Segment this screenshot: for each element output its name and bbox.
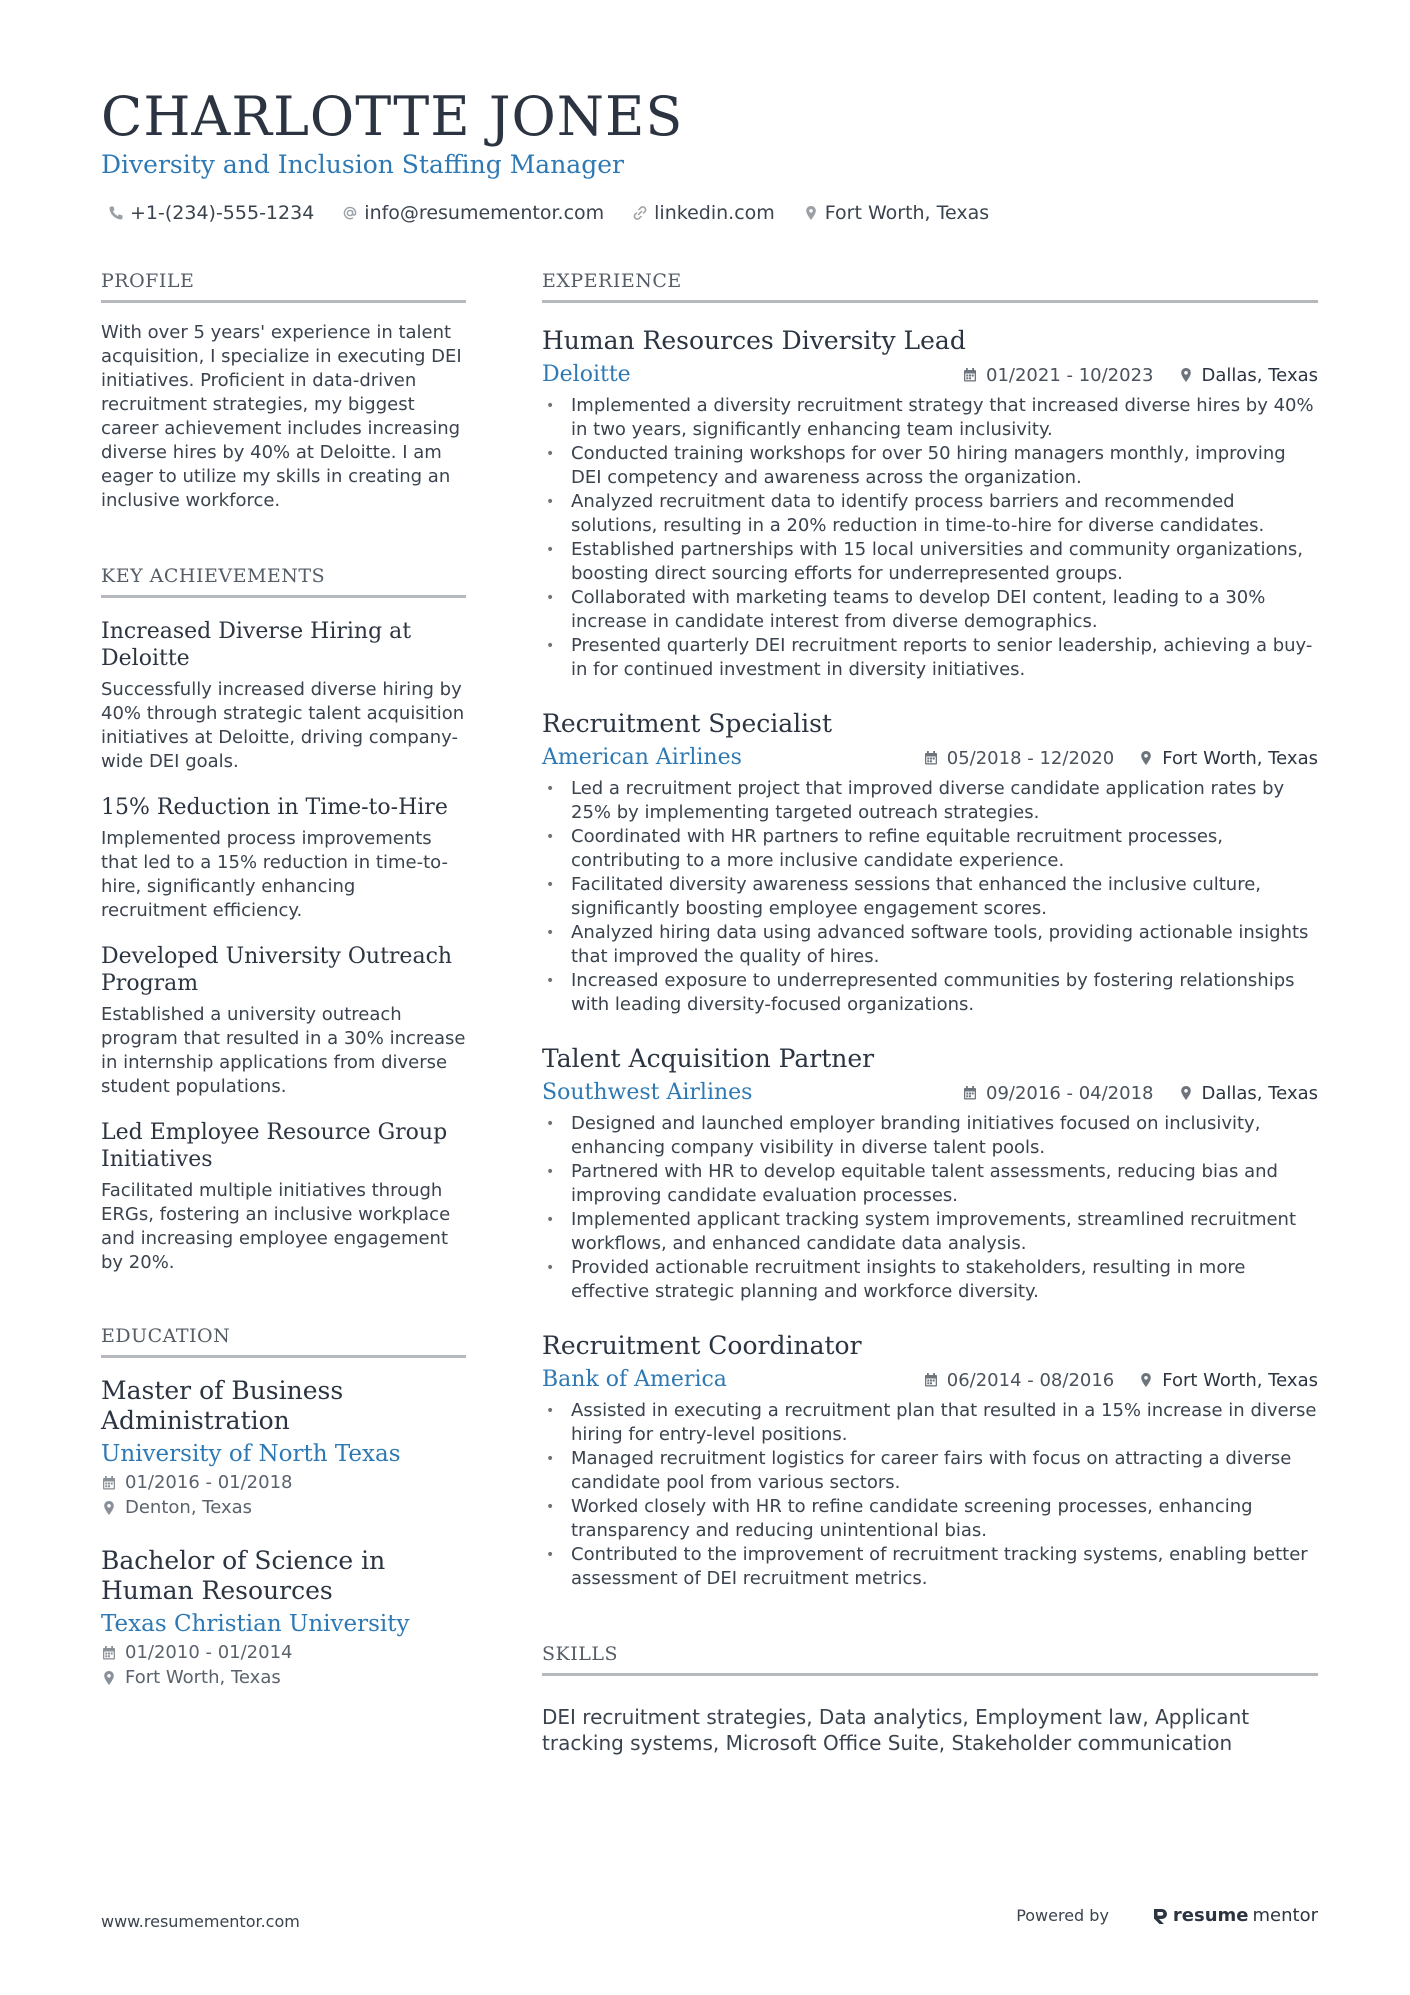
achievement-title: 15% Reduction in Time-to-Hire	[101, 795, 448, 820]
map-pin-icon	[1178, 1085, 1194, 1101]
job-bullet: • Provided actionable recruitment insights to stakeholders, resulting in more effective strategic planning and workforce diversity.	[542, 1256, 1318, 1304]
calendar-icon	[101, 1645, 117, 1661]
achievement-text: Established a university outreach program that resulted in a 30% increase in internship applications from diverse student populations.	[101, 1004, 466, 1097]
calendar-icon	[923, 750, 939, 766]
powered-by-label: Powered by	[1016, 1906, 1109, 1925]
contact-email[interactable]	[342, 199, 604, 227]
education-item	[101, 1376, 466, 1520]
profile-heading: PROFILE	[101, 268, 466, 303]
calendar-icon	[923, 1372, 939, 1388]
job-bullet: • Contributed to the improvement of recruitment tracking systems, enabling better assessment of DEI recruitment metrics.	[542, 1543, 1318, 1591]
job-bullet: • Collaborated with marketing teams to develop DEI content, leading to a 30% increase in candidate interest from diverse demographics.	[542, 586, 1318, 634]
job-location-text: Fort Worth, Texas	[1162, 1369, 1318, 1391]
job-meta	[923, 1370, 1318, 1391]
map-pin-icon	[101, 1670, 117, 1686]
map-pin-icon	[1138, 1372, 1154, 1388]
job-dates-text: 06/2014 - 08/2016	[946, 1369, 1115, 1391]
achievement-item	[101, 1119, 466, 1275]
linkedin-text[interactable]: linkedin.com	[654, 202, 775, 224]
profile-section	[101, 268, 466, 513]
job-entry	[542, 325, 1318, 682]
job-bullet: • Conducted training workshops for over 50 hiring managers monthly, improving DEI competency and awareness across the organization.	[542, 442, 1318, 490]
at-sign-icon	[342, 205, 358, 221]
job-bullet: • Managed recruitment logistics for career fairs with focus on attracting a diverse candidate pool from various sectors.	[542, 1447, 1318, 1495]
skills-section	[542, 1641, 1318, 1756]
job-location	[1178, 365, 1319, 386]
brand-light: mentor	[1252, 1905, 1318, 1926]
job-bullet: • Analyzed recruitment data to identify process barriers and recommended solutions, resulting in a 20% reduction in time-to-hire for diverse candidates.	[542, 490, 1318, 538]
job-location-text: Dallas, Texas	[1201, 1082, 1318, 1104]
phone-icon	[108, 205, 124, 221]
job-meta	[923, 748, 1318, 769]
achievement-title: Developed University Outreach Program	[101, 944, 453, 996]
job-bullet: • Worked closely with HR to refine candidate screening processes, enhancing transparency and reducing unintentional bias.	[542, 1495, 1318, 1543]
education-school: University of North Texas	[101, 1441, 401, 1467]
job-location	[1138, 1370, 1318, 1391]
job-bullet: • Analyzed hiring data using advanced software tools, providing actionable insights that improved the quality of hires.	[542, 921, 1318, 969]
calendar-icon	[101, 1475, 117, 1491]
achievements-section	[101, 563, 466, 1275]
job-entry	[542, 708, 1318, 1017]
location-text: Fort Worth, Texas	[824, 202, 990, 224]
link-icon	[632, 205, 648, 221]
education-dates-text: 01/2016 - 01/2018	[125, 1472, 293, 1493]
achievement-title: Led Employee Resource Group Initiatives	[101, 1120, 448, 1172]
job-bullets	[542, 1399, 1318, 1591]
footer-branding	[1016, 1905, 1318, 1926]
education-location	[101, 1665, 466, 1690]
email-text[interactable]: info@resumementor.com	[364, 202, 605, 224]
map-pin-icon	[1138, 750, 1154, 766]
calendar-icon	[962, 1085, 978, 1101]
job-bullets	[542, 777, 1318, 1017]
contact-linkedin[interactable]	[632, 199, 775, 227]
job-header	[542, 743, 1318, 773]
job-bullet: • Established partnerships with 15 local universities and community organizations, boosting direct sourcing efforts for underrepresented groups.	[542, 538, 1318, 586]
left-column	[101, 268, 466, 1734]
education-location-text: Fort Worth, Texas	[125, 1667, 281, 1688]
job-entry	[542, 1043, 1318, 1304]
job-bullet: • Implemented a diversity recruitment strategy that increased diverse hires by 40% in two years, significantly enhancing team inclusivity.	[542, 394, 1318, 442]
job-header	[542, 1365, 1318, 1395]
job-dates-text: 01/2021 - 10/2023	[986, 364, 1154, 386]
job-title: Recruitment Coordinator	[542, 1331, 862, 1360]
job-bullet: • Presented quarterly DEI recruitment reports to senior leadership, achieving a buy-in for continued investment in diversity initiatives.	[542, 634, 1318, 682]
education-location	[101, 1495, 466, 1520]
job-dates	[962, 1083, 1154, 1104]
achievement-item	[101, 618, 466, 774]
contact-bar	[108, 199, 989, 227]
right-column	[542, 268, 1318, 1756]
job-bullet: • Increased exposure to underrepresented communities by fostering relationships with leading diversity-focused organizations.	[542, 969, 1318, 1017]
job-company: American Airlines	[542, 745, 742, 770]
brand-bold: resume	[1172, 1905, 1249, 1926]
job-header	[542, 360, 1318, 390]
job-company: Bank of America	[542, 1367, 727, 1392]
job-bullet: • Led a recruitment project that improved diverse candidate application rates by 25% by implementing targeted outreach strategies.	[542, 777, 1318, 825]
job-location	[1178, 1083, 1319, 1104]
job-title: Recruitment Specialist	[542, 709, 833, 738]
job-dates	[923, 1370, 1115, 1391]
map-pin-icon	[803, 205, 819, 221]
job-bullets	[542, 394, 1318, 682]
job-bullet: • Implemented applicant tracking system improvements, streamlined recruitment workflows, and enhanced candidate data analysis.	[542, 1208, 1318, 1256]
education-section	[101, 1323, 466, 1690]
job-company: Southwest Airlines	[542, 1080, 753, 1105]
achievement-item	[101, 943, 466, 1099]
map-pin-icon	[1178, 367, 1194, 383]
job-entry	[542, 1330, 1318, 1591]
experience-heading: EXPERIENCE	[542, 268, 1318, 303]
education-degree: Master of Business Administration	[101, 1376, 344, 1435]
education-heading: EDUCATION	[101, 1323, 466, 1358]
achievement-title: Increased Diverse Hiring at Deloitte	[101, 619, 412, 671]
profile-text: With over 5 years' experience in talent acquisition, I specialize in executing DEI initiatives. Proficient in data-driven recruitment strategies, my biggest career achievement includes increasing diverse hires by 40% at Deloitte. I am eager to utilize my skills in creating an inclusive workforce.	[101, 322, 462, 511]
achievement-text: Successfully increased diverse hiring by 40% through strategic talent acquisition initiatives at Deloitte, driving company-wide DEI goals.	[101, 679, 465, 772]
resumementor-logo[interactable]	[1151, 1905, 1318, 1926]
achievements-heading: KEY ACHIEVEMENTS	[101, 563, 466, 598]
job-title: Human Resources Diversity Lead	[542, 326, 966, 355]
footer-website[interactable]: www.resumementor.com	[101, 1912, 300, 1931]
achievement-text: Implemented process improvements that led to a 15% reduction in time-to-hire, significantly enhancing recruitment efficiency.	[101, 828, 448, 921]
job-location-text: Fort Worth, Texas	[1162, 747, 1318, 769]
job-company: Deloitte	[542, 362, 631, 387]
job-title: Talent Acquisition Partner	[542, 1044, 875, 1073]
achievement-item	[101, 794, 466, 923]
contact-phone	[108, 199, 314, 227]
achievement-text: Facilitated multiple initiatives through ERGs, fostering an inclusive workplace and increasing employee engagement by 20%.	[101, 1180, 451, 1273]
job-bullets	[542, 1112, 1318, 1304]
candidate-name: CHARLOTTE JONES	[101, 85, 684, 148]
job-bullet: • Partnered with HR to develop equitable talent assessments, reducing bias and improving candidate evaluation processes.	[542, 1160, 1318, 1208]
contact-location	[803, 199, 989, 227]
experience-section	[542, 268, 1318, 1591]
job-bullet: • Designed and launched employer branding initiatives focused on inclusivity, enhancing company visibility in diverse talent pools.	[542, 1112, 1318, 1160]
education-dates-text: 01/2010 - 01/2014	[125, 1642, 293, 1663]
phone-text: +1-(234)-555-1234	[130, 202, 315, 224]
job-meta	[962, 365, 1318, 386]
job-dates-text: 09/2016 - 04/2018	[986, 1082, 1154, 1104]
job-bullet: • Coordinated with HR partners to refine equitable recruitment processes, contributing to a more inclusive candidate experience.	[542, 825, 1318, 873]
map-pin-icon	[101, 1500, 117, 1516]
job-bullet: • Assisted in executing a recruitment plan that resulted in a 15% increase in diverse hiring for entry-level positions.	[542, 1399, 1318, 1447]
job-location	[1138, 748, 1318, 769]
education-location-text: Denton, Texas	[125, 1497, 253, 1518]
job-dates	[923, 748, 1115, 769]
calendar-icon	[962, 367, 978, 383]
education-school: Texas Christian University	[101, 1611, 410, 1637]
candidate-title: Diversity and Inclusion Staffing Manager	[101, 150, 624, 179]
job-location-text: Dallas, Texas	[1201, 364, 1318, 386]
education-dates	[101, 1640, 466, 1665]
education-dates	[101, 1470, 466, 1495]
job-meta	[962, 1083, 1318, 1104]
job-dates	[962, 365, 1154, 386]
job-header	[542, 1078, 1318, 1108]
skills-heading: SKILLS	[542, 1641, 1318, 1676]
resumementor-logo-icon	[1151, 1907, 1169, 1925]
job-dates-text: 05/2018 - 12/2020	[946, 747, 1115, 769]
education-item	[101, 1546, 466, 1690]
education-degree: Bachelor of Science in Human Resources	[101, 1546, 386, 1605]
job-bullet: • Facilitated diversity awareness sessions that enhanced the inclusive culture, significantly boosting employee engagement scores.	[542, 873, 1318, 921]
skills-text: DEI recruitment strategies, Data analytics, Employment law, Applicant tracking systems, Microsoft Office Suite, Stakeholder communication	[542, 1705, 1250, 1755]
